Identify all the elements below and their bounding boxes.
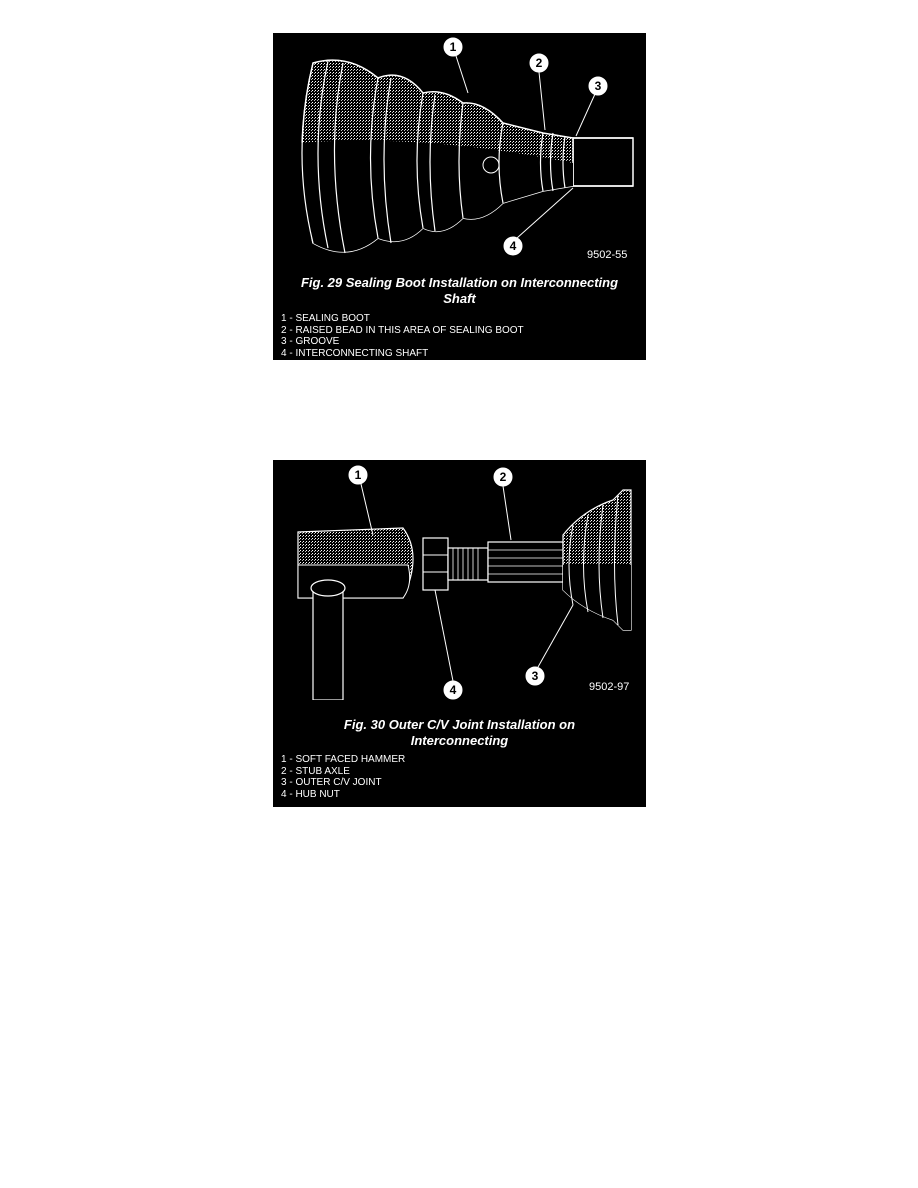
legend-item: 4 - INTERCONNECTING SHAFT [281, 347, 429, 359]
legend-item: 2 - STUB AXLE [281, 765, 350, 777]
callout-1: 1 [354, 468, 362, 482]
figure-30 [273, 460, 646, 807]
callout-2: 2 [535, 56, 543, 70]
cv-joint-illustration [273, 460, 646, 700]
legend-item: 3 - OUTER C/V JOINT [281, 777, 382, 788]
figure-caption-line1: Fig. 29 Sealing Boot Installation on Interconnecting [300, 275, 619, 290]
figure-legend [281, 754, 405, 800]
legend-item: 2 - RAISED BEAD IN THIS AREA OF SEALING BOOT [281, 324, 524, 336]
legend-item: 1 - SEALING BOOT [281, 313, 370, 324]
legend-item: 4 - HUB NUT [281, 788, 340, 800]
callout-4: 4 [509, 239, 517, 253]
figure-legend [281, 313, 524, 359]
callout-3: 3 [531, 669, 539, 683]
figure-caption-line2: Interconnecting [410, 733, 509, 748]
sealing-boot-illustration [273, 33, 646, 268]
callout-2: 2 [499, 470, 507, 484]
figure-29 [273, 33, 646, 360]
legend-item: 3 - GROOVE [281, 336, 340, 347]
callout-3: 3 [594, 79, 602, 93]
figure-code: 9502-55 [587, 249, 628, 261]
callout-4: 4 [449, 683, 457, 697]
figure-caption-line2: Shaft [443, 291, 476, 306]
figure-caption-line1: Fig. 30 Outer C/V Joint Installation on [343, 717, 576, 732]
legend-item: 1 - SOFT FACED HAMMER [281, 754, 406, 765]
callout-1: 1 [449, 40, 457, 54]
figure-code: 9502-97 [589, 681, 630, 693]
